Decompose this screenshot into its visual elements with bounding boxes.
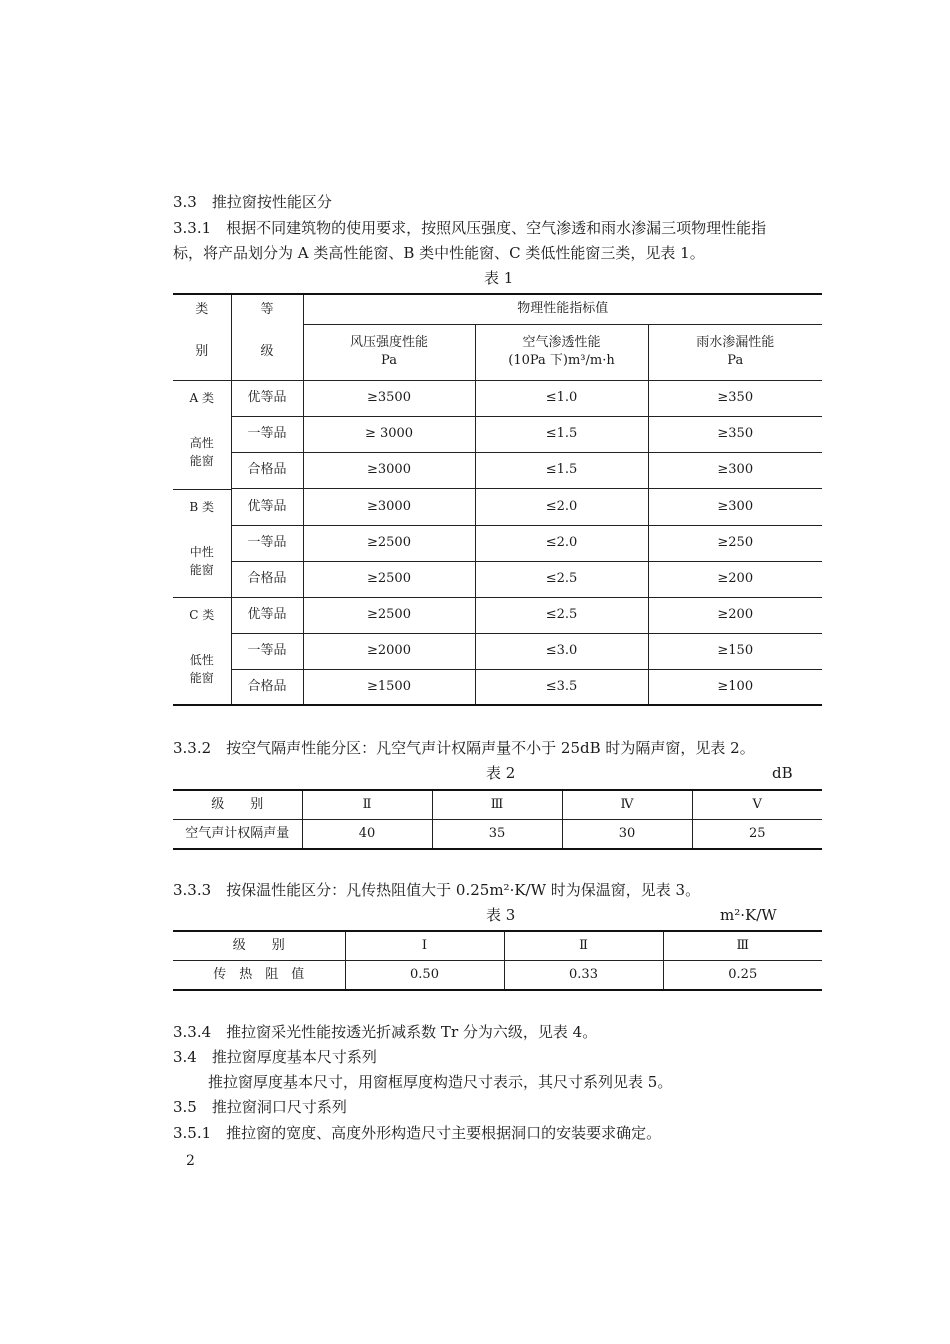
table-1-performance — [173, 293, 822, 706]
t3-grade: Ⅰ — [345, 931, 504, 961]
table3-unit: m²·K/W — [720, 906, 777, 924]
t2-grade: Ⅴ — [692, 790, 822, 820]
t1-header-rain — [648, 324, 822, 380]
table-cell: 优等品 — [231, 380, 303, 416]
table-cell: 优等品 — [231, 597, 303, 633]
table1-caption: 表 1 — [484, 269, 514, 287]
t1-header-class-top: 类 — [173, 294, 231, 324]
page-number: 2 — [186, 1153, 195, 1169]
t1-class-c-mid: 低性 — [189, 652, 214, 667]
section-3-3-1-line2: 标，将产品划分为 A 类高性能窗、B 类中性能窗、C 类低性能窗三类，见表 1。 — [173, 244, 705, 262]
table2-caption: 表 2 — [486, 764, 516, 782]
table-cell: ≥2500 — [303, 525, 475, 561]
table-cell: ≥2000 — [303, 633, 475, 669]
section-3-5-heading: 3.5 推拉窗洞口尺寸系列 — [173, 1098, 347, 1116]
t3-value: 0.25 — [663, 961, 822, 991]
table-2-sound-insulation — [173, 789, 822, 850]
table-cell: ≥200 — [648, 597, 822, 633]
table-cell: ≥3500 — [303, 380, 475, 416]
t1-class-b-mid: 中性 — [189, 544, 214, 559]
table-cell: ≤2.0 — [475, 525, 648, 561]
table-cell: ≤1.0 — [475, 380, 648, 416]
table-cell: ≥3000 — [303, 489, 475, 525]
table-cell: 优等品 — [231, 489, 303, 525]
t3-value: 0.50 — [345, 961, 504, 991]
table-cell: ≤1.5 — [475, 416, 648, 452]
t2-header-label: 级 别 — [173, 790, 302, 820]
t1-class-c-label — [173, 633, 231, 705]
table-cell: ≥300 — [648, 489, 822, 525]
section-3-4-body: 推拉窗厚度基本尺寸，用窗框厚度构造尺寸表示，其尺寸系列见表 5。 — [208, 1073, 673, 1091]
t1-header-wind-unit: Pa — [381, 353, 397, 368]
t1-header-grade-top: 等 — [231, 294, 303, 324]
section-3-3-2: 3.3.2 按空气隔声性能分区：凡空气声计权隔声量不小于 25dB 时为隔声窗，见表 2。 — [173, 739, 755, 757]
table-cell: 合格品 — [231, 669, 303, 705]
table-cell: ≥350 — [648, 416, 822, 452]
section-3-3-4: 3.3.4 推拉窗采光性能按透光折减系数 Tr 分为六级，见表 4。 — [173, 1023, 598, 1041]
section-3-4-heading: 3.4 推拉窗厚度基本尺寸系列 — [173, 1048, 377, 1066]
t3-row-label: 传 热 阻 值 — [173, 961, 345, 991]
section-3-3-heading: 3.3 推拉窗按性能区分 — [173, 193, 332, 211]
t3-grade: Ⅱ — [504, 931, 663, 961]
t1-header-rain-unit: Pa — [727, 353, 744, 368]
table-cell: ≥250 — [648, 525, 822, 561]
t3-grade: Ⅲ — [663, 931, 822, 961]
t1-class-a-top: A 类 — [173, 380, 231, 416]
t1-header-wind-label: 风压强度性能 — [349, 335, 428, 350]
section-3-3-1-line1: 3.3.1 根据不同建筑物的使用要求，按照风压强度、空气渗透和雨水渗漏三项物理性能指 — [173, 219, 767, 237]
table3-caption: 表 3 — [486, 906, 516, 924]
table-cell: ≥3000 — [303, 452, 475, 488]
t1-header-rain-label: 雨水渗漏性能 — [696, 335, 775, 350]
t2-value: 25 — [692, 820, 822, 850]
t1-header-group: 物理性能指标值 — [303, 294, 822, 324]
t3-value: 0.33 — [504, 961, 663, 991]
table-cell: 合格品 — [231, 452, 303, 488]
t2-row-label: 空气声计权隔声量 — [173, 820, 302, 850]
section-3-3-3: 3.3.3 按保温性能区分：凡传热阻值大于 0.25m²·K/W 时为保温窗，见表 3。 — [173, 881, 701, 899]
t2-grade: Ⅲ — [432, 790, 562, 820]
table-cell: ≤2.5 — [475, 561, 648, 597]
table-3-thermal-resistance — [173, 930, 822, 991]
table-cell: ≤2.0 — [475, 489, 648, 525]
t2-grade: Ⅱ — [302, 790, 432, 820]
table-cell: 一等品 — [231, 633, 303, 669]
t1-class-a-mid: 高性 — [189, 436, 214, 450]
table-cell: ≥350 — [648, 380, 822, 416]
t1-header-air — [475, 324, 648, 380]
table2-unit: dB — [772, 764, 793, 782]
table-cell: ≥200 — [648, 561, 822, 597]
table-cell: ≥ 3000 — [303, 416, 475, 452]
t2-value: 35 — [432, 820, 562, 850]
t1-class-b-bottom: 能窗 — [189, 562, 214, 577]
t1-class-a-label — [173, 416, 231, 488]
t2-grade: Ⅳ — [562, 790, 692, 820]
t1-class-b-top: B 类 — [173, 489, 231, 525]
table-cell: ≥100 — [648, 669, 822, 705]
t1-class-c-top: C 类 — [173, 597, 231, 633]
t1-class-c-bottom: 能窗 — [189, 670, 214, 685]
t1-header-grade-bottom: 级 — [231, 324, 303, 380]
table-cell: ≤3.5 — [475, 669, 648, 705]
table-cell: 一等品 — [231, 525, 303, 561]
table-cell: ≥150 — [648, 633, 822, 669]
t1-header-wind — [303, 324, 475, 380]
t2-value: 40 — [302, 820, 432, 850]
table-cell: 合格品 — [231, 561, 303, 597]
table-cell: ≤1.5 — [475, 452, 648, 488]
table-cell: ≥300 — [648, 452, 822, 488]
table-cell: ≤2.5 — [475, 597, 648, 633]
t1-header-air-label: 空气渗透性能 — [522, 335, 601, 350]
t1-header-air-unit: (10Pa 下)m³/m·h — [508, 353, 615, 368]
table-cell: ≥2500 — [303, 561, 475, 597]
section-3-5-1: 3.5.1 推拉窗的宽度、高度外形构造尺寸主要根据洞口的安装要求确定。 — [173, 1124, 662, 1142]
t1-class-b-label — [173, 525, 231, 597]
t3-header-label: 级 别 — [173, 931, 345, 961]
t1-header-class-bottom: 别 — [173, 324, 231, 380]
t2-value: 30 — [562, 820, 692, 850]
t1-class-a-bottom: 能窗 — [189, 454, 214, 468]
table-cell: 一等品 — [231, 416, 303, 452]
table-cell: ≥2500 — [303, 597, 475, 633]
table-cell: ≥1500 — [303, 669, 475, 705]
table-cell: ≤3.0 — [475, 633, 648, 669]
